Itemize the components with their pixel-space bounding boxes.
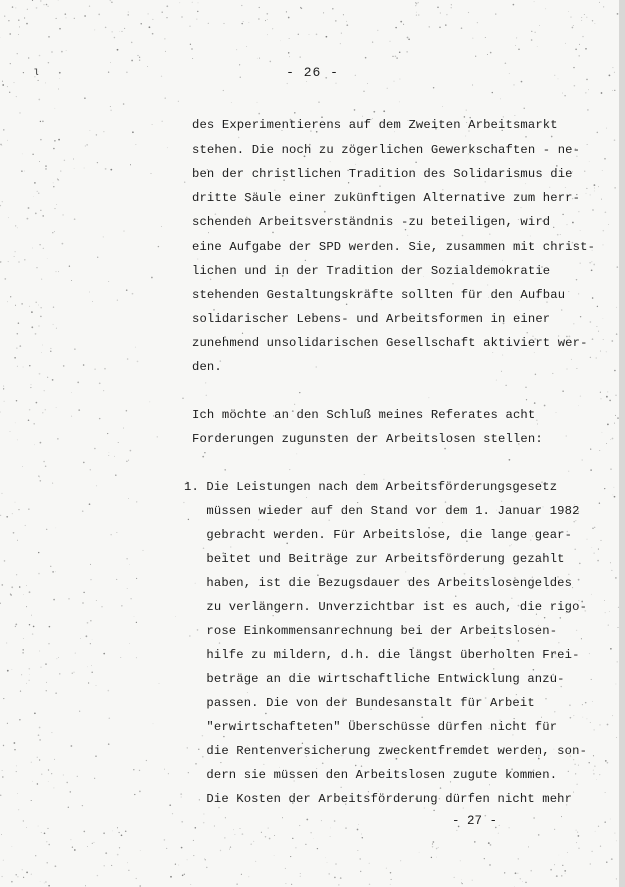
page-number: - 26 - [286, 65, 339, 80]
text-line: zunehmend unsolidarischen Gesellschaft aktiviert wer- [192, 336, 588, 350]
text-line: 1. Die Leistungen nach dem Arbeitsförderungsgesetz [184, 480, 558, 494]
margin-mark: ɩ [33, 65, 41, 79]
text-line: beträge an die wirtschaftliche Entwicklung anzu- [184, 672, 565, 686]
text-line: stehenden Gestaltungskräfte sollten für den Aufbau [192, 288, 566, 302]
text-line: müssen wieder auf den Stand vor dem 1. Januar 1982 [184, 504, 580, 518]
text-line: solidarischer Lebens- und Arbeitsformen in einer [192, 312, 551, 326]
text-line: hilfe zu mildern, d.h. die längst überholten Frei- [184, 648, 580, 662]
text-line: beitet und Beiträge zur Arbeitsförderung gezahlt [184, 552, 565, 566]
text-line: passen. Die von der Bundesanstalt für Arbeit [184, 696, 535, 710]
text-line: des Experimentierens auf dem Zweiten Arbeitsmarkt [192, 118, 558, 132]
text-line: rose Einkommensanrechnung bei der Arbeitslosen- [184, 624, 558, 638]
text-line: den. [192, 360, 222, 374]
text-line: schenden Arbeitsverständnis -zu beteiligen, wird [192, 215, 551, 229]
text-line: gebracht werden. Für Arbeitslose, die lange gear- [184, 528, 573, 542]
next-page-catchword: - 27 - [452, 814, 498, 828]
text-line: dern sie müssen den Arbeitslosen zugute kommen. [184, 768, 558, 782]
text-line: haben, ist die Bezugsdauer des Arbeitslosengeldes [184, 576, 573, 590]
text-line: "erwirtschafteten" Überschüsse dürfen nicht für [184, 720, 558, 734]
text-line: die Rentenversicherung zweckentfremdet werden, son- [184, 744, 588, 758]
text-line: Forderungen zugunsten der Arbeitslosen stellen: [192, 432, 543, 446]
text-line: dritte Säule einer zukünftigen Alternative zum herr- [192, 191, 581, 205]
text-line: zu verlängern. Unverzichtbar ist es auch, die rigo- [184, 600, 588, 614]
text-line: Ich möchte an den Schluß meines Referates acht [192, 408, 536, 422]
text-line: stehen. Die noch zu zögerlichen Gewerkschaften - ne- [192, 143, 581, 157]
text-line: lichen und in der Tradition der Sozialdemokratie [192, 264, 551, 278]
text-line: eine Aufgabe der SPD werden. Sie, zusammen mit christ- [192, 240, 596, 254]
text-line: Die Kosten der Arbeitsförderung dürfen nicht mehr [184, 792, 573, 806]
text-line: ben der christlichen Tradition des Solidarismus die [192, 167, 573, 181]
